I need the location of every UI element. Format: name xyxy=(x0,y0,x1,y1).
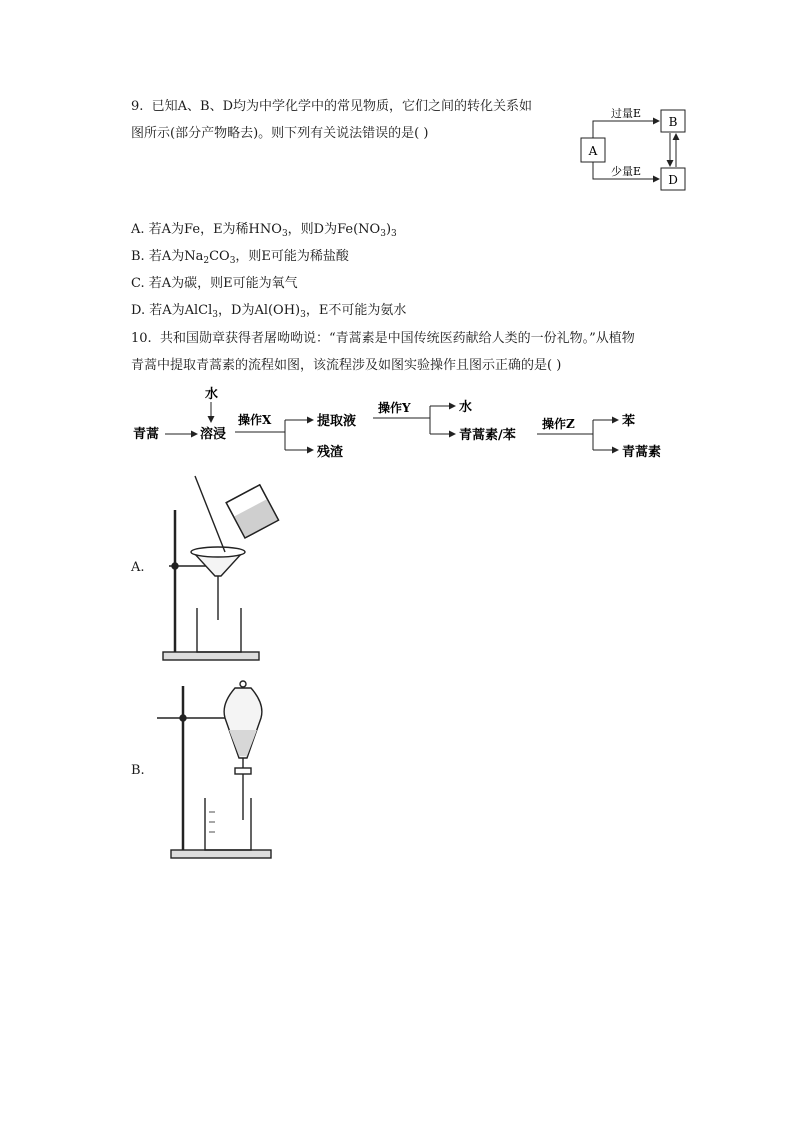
clamp-knob xyxy=(172,563,178,569)
option-text: 若A为碳，则E可能为氧气 xyxy=(148,276,298,291)
subscript: 3 xyxy=(300,310,306,320)
q10-option-b-label: B. xyxy=(131,763,145,778)
option-letter: C. xyxy=(131,276,145,291)
flow-extract: 提取液 xyxy=(317,414,357,429)
option-text: 若A为Fe，E为稀HNO xyxy=(148,222,282,237)
arrow-a-to-b xyxy=(593,121,659,138)
q9-option-a xyxy=(131,221,397,239)
q10-number: 10. xyxy=(131,331,152,346)
flow-water-out: 水 xyxy=(459,400,473,415)
flow-benzene: 苯 xyxy=(622,414,636,429)
q9-conversion-diagram xyxy=(575,100,695,196)
option-letter: B. xyxy=(131,249,145,264)
flow-artemisinin: 青蒿素 xyxy=(622,445,662,460)
glass-rod xyxy=(195,476,225,552)
q10-stem-line1 xyxy=(131,330,635,348)
flow-qinghao: 青蒿 xyxy=(133,427,160,442)
node-a-label: A xyxy=(588,144,598,158)
option-text: ，则E可能为稀盐酸 xyxy=(235,249,349,264)
q10-option-a-label: A. xyxy=(131,560,145,575)
q9-option-b xyxy=(131,248,349,266)
excess-e-label: 过量E xyxy=(611,107,642,120)
q9-stem-line1 xyxy=(131,98,532,116)
flow-soak: 溶浸 xyxy=(200,427,227,442)
node-b-label: B xyxy=(668,115,678,129)
q9-stem-line2: 图所示(部分产物略去)。则下列有关说法错误的是( ) xyxy=(131,126,429,141)
option-text: ，则D为Fe(NO xyxy=(287,222,381,237)
option-text: ，E不可能为氨水 xyxy=(305,303,407,318)
subscript: 3 xyxy=(380,229,386,239)
flow-water-in: 水 xyxy=(205,387,219,402)
flow-residue: 残渣 xyxy=(317,445,344,460)
option-text: 若A为AlCl xyxy=(149,303,213,318)
option-letter: A. xyxy=(131,222,145,237)
q10-stem-text1: 共和国勋章获得者屠呦呦说：“青蒿素是中国传统医药献给人类的一份礼物。”从植物 xyxy=(159,331,635,346)
receiving-beaker xyxy=(197,608,241,652)
stand-base xyxy=(171,850,271,858)
flow-op-x: 操作X xyxy=(238,413,272,427)
stand-base xyxy=(163,652,259,660)
small-e-label: 少量E xyxy=(611,165,642,178)
node-d-label: D xyxy=(668,173,678,187)
option-text: ) xyxy=(385,222,392,237)
q10-flowchart xyxy=(125,382,685,464)
q10-stem-line2: 青蒿中提取青蒿素的流程如图，该流程涉及如图实验操作且图示正确的是( ) xyxy=(131,358,562,373)
option-text: 若A为Na xyxy=(148,249,204,264)
filtration-apparatus-image xyxy=(155,470,285,670)
q9-option-d xyxy=(131,302,406,320)
subscript: 3 xyxy=(281,229,288,239)
separatory-funnel-apparatus-image xyxy=(155,680,285,865)
subscript: 2 xyxy=(203,256,210,266)
subscript: 3 xyxy=(391,229,397,239)
clamp-knob xyxy=(180,715,186,721)
flow-op-y: 操作Y xyxy=(378,401,411,415)
subscript: 3 xyxy=(229,256,236,266)
option-text: ，D为Al(OH) xyxy=(218,303,301,318)
q9-stem-text1: 已知A、B、D均为中学化学中的常见物质，它们之间的转化关系如 xyxy=(151,99,533,114)
option-text: CO xyxy=(209,249,230,264)
q9-number: 9. xyxy=(131,99,144,114)
flow-mix: 青蒿素/苯 xyxy=(459,428,516,443)
flow-op-z: 操作Z xyxy=(542,417,575,431)
funnel-stopper xyxy=(240,681,246,687)
q9-option-c xyxy=(131,275,298,293)
receiving-beaker xyxy=(205,798,251,850)
pouring-beaker xyxy=(226,485,278,538)
stopcock xyxy=(235,768,251,774)
option-letter: D. xyxy=(131,303,146,318)
funnel-rim xyxy=(191,547,245,557)
subscript: 3 xyxy=(212,310,219,320)
